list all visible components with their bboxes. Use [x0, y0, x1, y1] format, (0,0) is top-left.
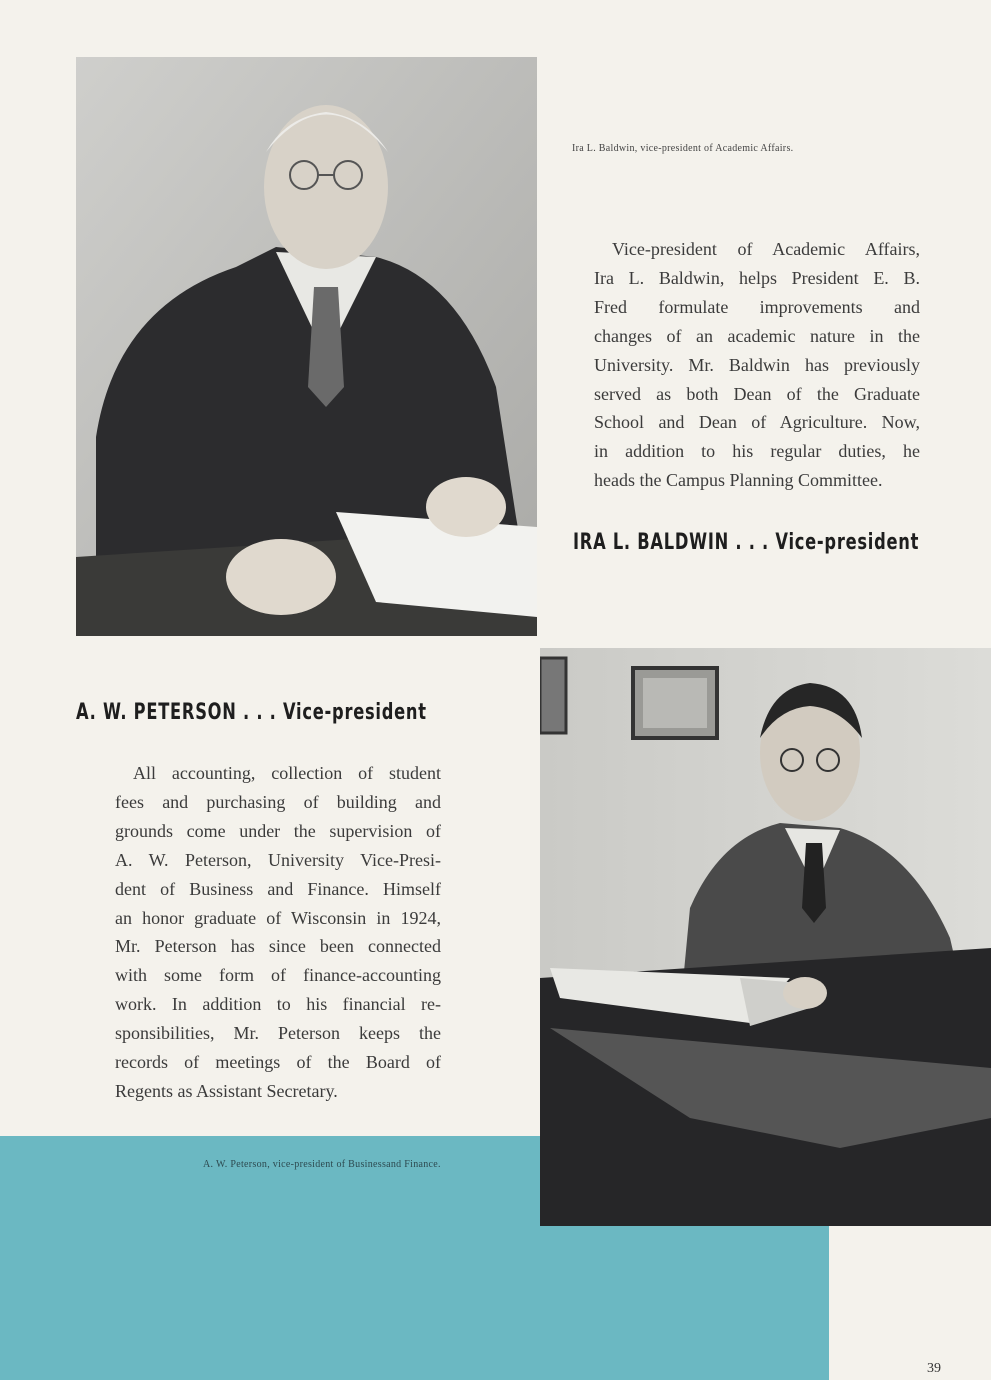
bio-line: School and Dean of Agriculture. Now,	[594, 412, 920, 433]
bio-line: Mr. Peterson has since been connected	[115, 936, 441, 957]
bio-line: work. In addition to his financial re-	[115, 994, 441, 1015]
bio-line: A. W. Peterson, University Vice-Presi-	[115, 849, 441, 870]
peterson-photo-caption: A. W. Peterson, vice-president of Businessand Finance.	[203, 1159, 441, 1170]
bio-line: changes of an academic nature in the	[594, 325, 920, 346]
peterson-bio-paragraph	[115, 759, 441, 1106]
bio-line: an honor graduate of Wisconsin in 1924,	[115, 907, 441, 928]
bio-line: heads the Campus Planning Committee.	[594, 470, 883, 491]
bio-line: All accounting, collection of student	[133, 763, 441, 783]
bio-line: fees and purchasing of building and	[115, 791, 441, 812]
bio-line: University. Mr. Baldwin has previously	[594, 354, 920, 375]
baldwin-heading: IRA L. BALDWIN . . . Vice-president	[573, 530, 920, 555]
bio-line: grounds come under the supervision of	[115, 820, 441, 841]
bio-line: Ira L. Baldwin, helps President E. B.	[594, 267, 920, 288]
baldwin-bio-paragraph	[594, 235, 920, 495]
bio-line: Regents as Assistant Secretary.	[115, 1080, 338, 1101]
baldwin-portrait-photo	[76, 57, 537, 636]
bio-line: in addition to his regular duties, he	[594, 441, 920, 462]
bio-line: records of meetings of the Board of	[115, 1052, 441, 1073]
bio-line: with some form of finance-accounting	[115, 965, 441, 986]
bio-line: sponsibilities, Mr. Peterson keeps the	[115, 1023, 441, 1044]
bio-line: dent of Business and Finance. Himself	[115, 878, 441, 899]
peterson-heading: A. W. PETERSON . . . Vice-president	[76, 700, 427, 725]
bio-line: served as both Dean of the Graduate	[594, 383, 920, 404]
baldwin-photo-caption: Ira L. Baldwin, vice-president of Academic Affairs.	[572, 143, 794, 154]
peterson-portrait-photo	[540, 648, 991, 1226]
bio-line: Vice-president of Academic Affairs,	[612, 239, 920, 259]
bio-line: Fred formulate improvements and	[594, 296, 920, 317]
page-number: 39	[927, 1361, 941, 1376]
